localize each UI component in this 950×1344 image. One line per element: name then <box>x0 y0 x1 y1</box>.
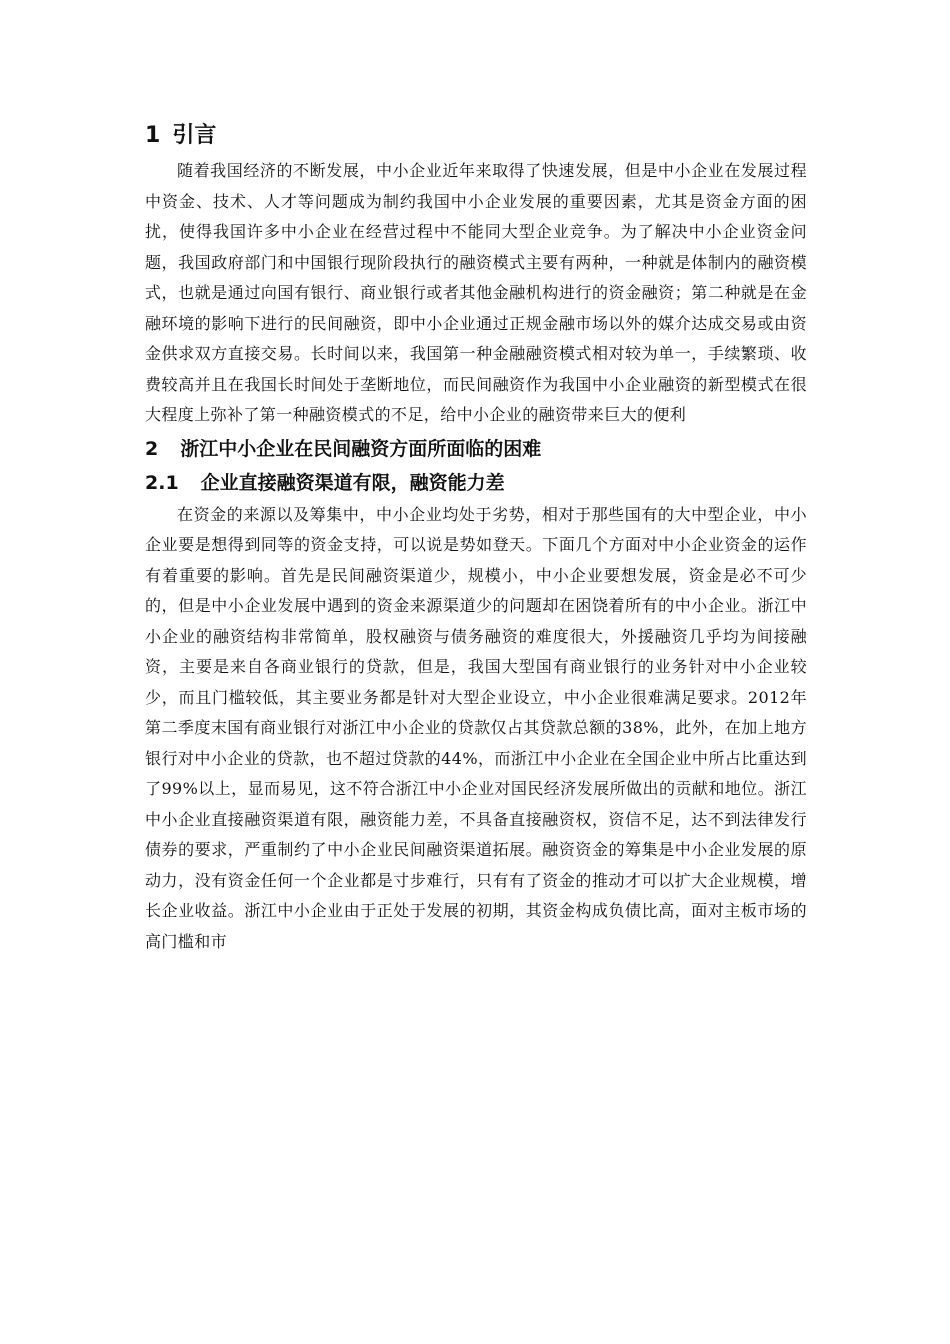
section-1-heading <box>145 118 807 154</box>
section-1-number: 1 <box>145 123 161 148</box>
section-2-heading <box>145 432 807 466</box>
section-1-title: 引言 <box>172 123 217 148</box>
document-page <box>145 118 807 957</box>
section-2-number: 2 <box>145 437 159 460</box>
section-2-1-heading <box>145 466 807 500</box>
section-2-1-paragraph: 在资金的来源以及筹集中，中小企业均处于劣势，相对于那些国有的大中型企业，中小企业要是想得到同等的资金支持，可以说是势如登天。下面几个方面对中小企业资金的运作有着重要的影响。首先是民间融资渠道少，规模小，中小企业要想发展，资金是必不可少的，但是中小企业发展中遇到的资金来源渠道少的问题却在困饶着所有的中小企业。浙江中小企业的融资结构非常简单，股权融资与债务融资的难度很大，外援融资几乎均为间接融资，主要是来自各商业银行的贷款，但是，我国大型国有商业银行的业务针对中小企业较少，而且门槛较低，其主要业务都是针对大型企业设立，中小企业很难满足要求。2012年第二季度末国有商业银行对浙江中小企业的贷款仅占其贷款总额的38%，此外，在加上地方银行对中小企业的贷款，也不超过贷款的44%，而浙江中小企业在全国企业中所占比重达到了99%以上，显而易见，这不符合浙江中小企业对国民经济发展所做出的贡献和地位。浙江中小企业直接融资渠道有限，融资能力差，不具备直接融资权，资信不足，达不到法律发行债券的要求，严重制约了中小企业民间融资渠道拓展。融资资金的筹集是中小企业发展的原动力，没有资金任何一个企业都是寸步难行，只有有了资金的推动才可以扩大企业规模，增长企业收益。浙江中小企业由于正处于发展的初期，其资金构成负债比高，面对主板市场的高门槛和市 <box>145 504 807 951</box>
section-2-1-title: 企业直接融资渠道有限，融资能力差 <box>200 471 505 494</box>
section-2-title: 浙江中小企业在民间融资方面所面临的困难 <box>180 437 542 460</box>
section-2-1-number: 2.1 <box>145 471 179 494</box>
section-1-paragraph: 随着我国经济的不断发展，中小企业近年来取得了快速发展，但是中小企业在发展过程中资金、技术、人才等问题成为制约我国中小企业发展的重要因素，尤其是资金方面的困扰，使得我国许多中小企业在经营过程中不能同大型企业竞争。为了解决中小企业资金问题，我国政府部门和中国银行现阶段执行的融资模式主要有两种，一种就是体制内的融资模式，也就是通过向国有银行、商业银行或者其他金融机构进行的资金融资；第二种就是在金融环境的影响下进行的民间融资，即中小企业通过正规金融市场以外的媒介达成交易或由资金供求双方直接交易。长时间以来，我国第一种金融融资模式相对较为单一，手续繁琐、收费较高并且在我国长时间处于垄断地位，而民间融资作为我国中小企业融资的新型模式在很大程度上弥补了第一种融资模式的不足，给中小企业的融资带来巨大的便利 <box>145 161 807 424</box>
